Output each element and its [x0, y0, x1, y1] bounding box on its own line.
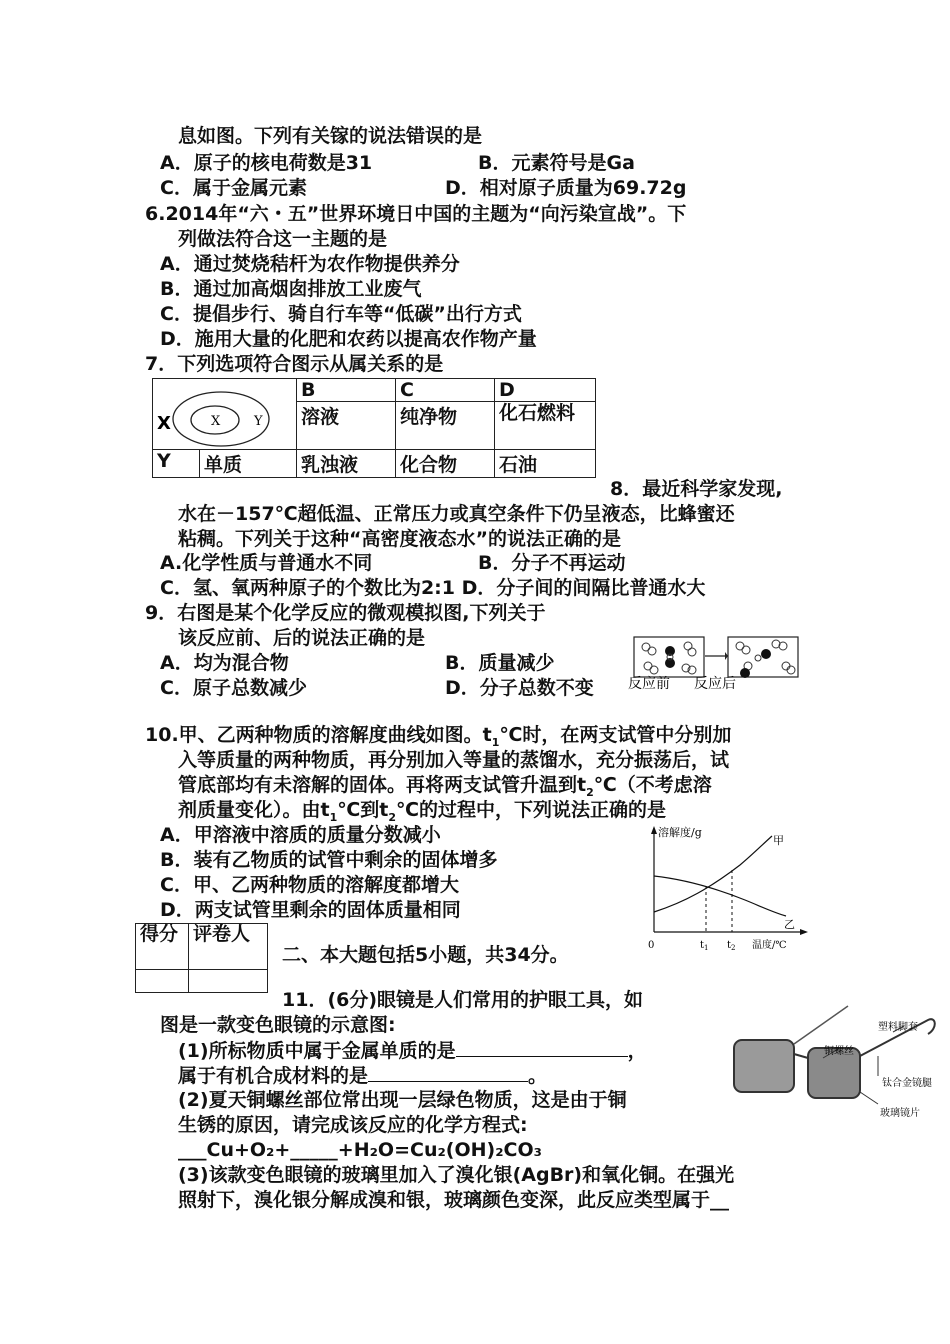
- q5-option-d: D．相对原子质量为69.72g: [445, 177, 687, 199]
- label-titanium: 钛合金镜腿: [882, 1078, 932, 1089]
- q10-sub-1b: 1: [329, 810, 338, 824]
- chart-xlabel: 温度/℃: [752, 940, 787, 951]
- chart-t1-sub: 1: [704, 944, 709, 952]
- q6-option-c: C．提倡步行、骑自行车等“低碳”出行方式: [160, 303, 522, 325]
- q10-line-4b: ℃到t: [337, 799, 389, 821]
- q7-header-c: C: [396, 379, 495, 402]
- q7-y-b: 乳浊液: [297, 450, 396, 478]
- q10-line-4c: ℃的过程中，下列说法正确的是: [396, 799, 667, 821]
- venn-label-x: X: [211, 414, 221, 429]
- q9-option-a: A．均为混合物: [160, 652, 289, 674]
- q10-sub-1: 1: [491, 735, 500, 749]
- q11-part-1-text: (1)所标物质中属于金属单质的是: [178, 1040, 456, 1062]
- q9-option-c: C．原子总数减少: [160, 677, 307, 699]
- q7-row-y-label: Y: [153, 450, 200, 478]
- chart-t2-letter: t: [727, 940, 732, 951]
- q11-part-1b-text: 属于有机合成材料的是: [178, 1065, 369, 1087]
- q10-sub-2: 2: [586, 785, 594, 799]
- chart-t1-letter: t: [700, 940, 705, 951]
- section-2-title: 二、本大题包括5小题，共34分。: [282, 944, 569, 966]
- q11-blank-organic[interactable]: [368, 1063, 528, 1082]
- solubility-chart: [640, 820, 810, 955]
- chart-ylabel: 溶解度/g: [658, 826, 702, 839]
- after-label: 反应后: [694, 676, 736, 692]
- q11-part-3b: 照射下，溴化银分解成溴和银，玻璃颜色变深，此反应类型属于__: [178, 1189, 730, 1211]
- q10-option-d: D．两支试管里剩余的固体质量相同: [160, 899, 461, 921]
- label-copper: 铜螺丝: [824, 1046, 854, 1057]
- q7-header-d: D: [495, 379, 596, 402]
- q5-option-b: B．元素符号是Ga: [478, 152, 635, 174]
- q7-x-c: 纯净物: [396, 402, 495, 450]
- q11-part-1-comma: ，: [627, 1040, 647, 1062]
- q7-y-d: 石油: [495, 450, 596, 478]
- q7-venn-cell: [153, 379, 297, 450]
- chart-origin: 0: [648, 940, 655, 951]
- venn-label-y: Y: [254, 414, 263, 429]
- reaction-diagram: [628, 632, 808, 692]
- q8-option-a: A.化学性质与普通水不同: [160, 552, 373, 574]
- score-value-cell[interactable]: [136, 970, 189, 993]
- q9-stem-1: 9．右图是某个化学反应的微观模拟图,下列关于: [145, 602, 546, 624]
- before-label: 反应前: [628, 676, 670, 692]
- q11-part-2b: 生锈的原因，请完成该反应的化学方程式:: [178, 1114, 528, 1136]
- q11-blank-metal[interactable]: [456, 1038, 628, 1057]
- q11-equation: ___Cu+O₂+_____+H₂O=Cu₂(OH)₂CO₃: [178, 1139, 542, 1161]
- q10-line-1a: 10.甲、乙两种物质的溶解度曲线如图。t: [145, 724, 492, 746]
- q6-stem-1: 6.2014年“六・五”世界环境日中国的主题为“向污染宣战”。下: [145, 203, 687, 225]
- q9-option-b: B．质量减少: [445, 652, 555, 674]
- q8-number: 8．最近科学家发现,: [610, 478, 783, 500]
- q7-table: [152, 378, 596, 478]
- q7-x-d: 化石燃料: [495, 402, 596, 450]
- label-plastic: 塑料脚套: [878, 1022, 918, 1033]
- q7-header-b: B: [297, 379, 396, 402]
- q6-option-b: B．通过加高烟囱排放工业废气: [160, 278, 422, 300]
- chart-series-yi: 乙: [784, 918, 795, 931]
- q11-part-1b: [178, 1063, 547, 1088]
- q5-stem-tail: 息如图。下列有关镓的说法错误的是: [178, 125, 483, 147]
- q10-option-a: A．甲溶液中溶质的质量分数减小: [160, 824, 441, 846]
- q6-option-d: D．施用大量的化肥和农药以提高农作物产量: [160, 328, 537, 350]
- grader-label: 评卷人: [189, 924, 268, 970]
- q9-stem-2: 该反应前、后的说法正确的是: [178, 627, 426, 649]
- q5-option-a: A．原子的核电荷数是31: [160, 152, 373, 174]
- q10-option-c: C．甲、乙两种物质的溶解度都增大: [160, 874, 459, 896]
- q10-line-3a: 管底部均有未溶解的固体。再将两支试管升温到t: [178, 774, 587, 796]
- score-box: [135, 923, 268, 993]
- chart-t2: [727, 940, 736, 952]
- q6-stem-2: 列做法符合这一主题的是: [178, 228, 388, 250]
- chart-series-jia: 甲: [773, 834, 784, 847]
- q10-sub-2b: 2: [388, 810, 396, 824]
- q11-line-2: 图是一款变色眼镜的示意图:: [160, 1014, 396, 1036]
- q10-line-4a: 剂质量变化）。由t: [178, 799, 330, 821]
- q5-option-c: C．属于金属元素: [160, 177, 307, 199]
- q10-line-2: 入等质量的两种物质，再分别加入等量的蒸馏水，充分振荡后，试: [178, 749, 730, 771]
- q8-line-1: 水在－157℃超低温、正常压力或真空条件下仍呈液态，比蜂蜜还: [178, 503, 735, 525]
- chart-t1: [700, 940, 709, 952]
- q11-line-1: 11．(6分)眼镜是人们常用的护眼工具，如: [282, 989, 644, 1011]
- q7-row-x-label: X: [157, 413, 171, 434]
- q10-line-3b: ℃（不考虑溶: [593, 774, 712, 796]
- glasses-figure: [728, 1000, 944, 1122]
- q11-part-1: [178, 1038, 647, 1063]
- q9-option-d: D．分子总数不变: [445, 677, 594, 699]
- grader-value-cell[interactable]: [189, 970, 268, 993]
- q11-part-1b-period: 。: [528, 1065, 548, 1087]
- q8-option-cd: C．氢、氧两种原子的个数比为2:1 D．分子间的间隔比普通水大: [160, 577, 706, 599]
- q10-line-1b: ℃时，在两支试管中分别加: [499, 724, 732, 746]
- score-label: 得分: [136, 924, 189, 970]
- q11-part-3a: (3)该款变色眼镜的玻璃里加入了溴化银(AgBr)和氧化铜。在强光: [178, 1164, 735, 1186]
- q6-option-a: A．通过焚烧秸杆为农作物提供养分: [160, 253, 460, 275]
- label-glass: 玻璃镜片: [880, 1108, 920, 1119]
- q7-y-a: 单质: [200, 450, 297, 478]
- q11-part-2a: (2)夏天铜螺丝部位常出现一层绿色物质，这是由于铜: [178, 1089, 627, 1111]
- q7-y-c: 化合物: [396, 450, 495, 478]
- q8-option-b: B．分子不再运动: [478, 552, 626, 574]
- q7-stem: 7．下列选项符合图示从属关系的是: [145, 353, 444, 375]
- venn-diagram: [153, 379, 291, 449]
- q8-line-2: 粘稠。下列关于这种“高密度液态水”的说法正确的是: [178, 528, 621, 550]
- q10-option-b: B．装有乙物质的试管中剩余的固体增多: [160, 849, 498, 871]
- chart-t2-sub: 2: [731, 944, 736, 952]
- q7-x-b: 溶液: [297, 402, 396, 450]
